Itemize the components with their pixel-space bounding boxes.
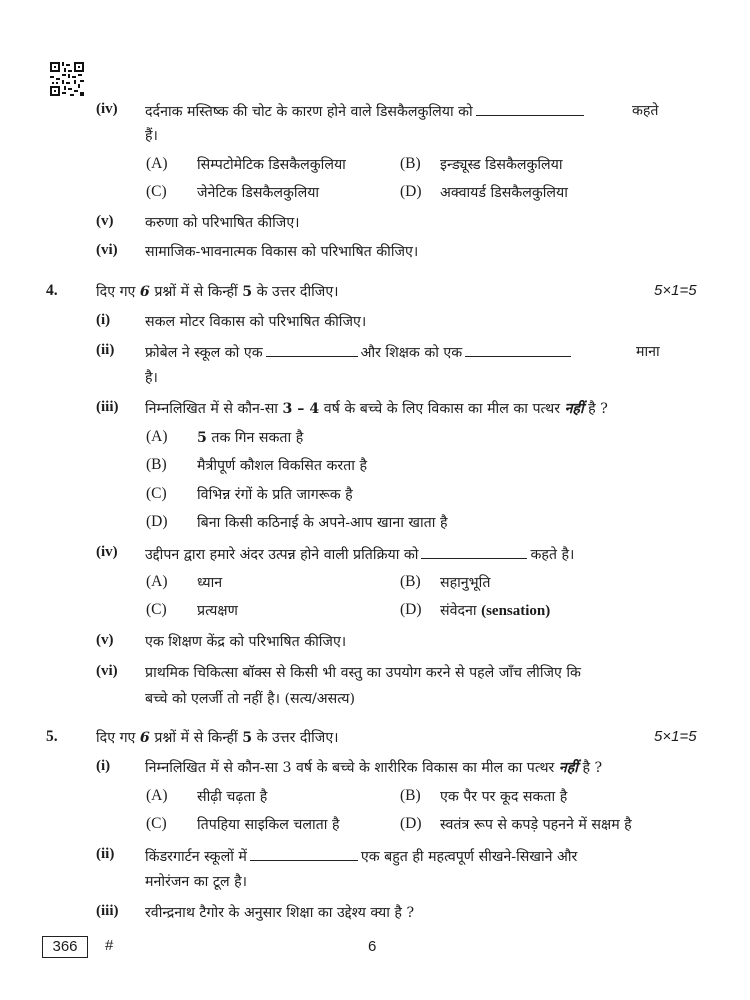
q5-instruction: दिए गए 6 प्रश्नों में से किन्हीं 5 के उत्तर दीजिए। xyxy=(96,730,339,746)
option-text: 5 तक गिन सकता है xyxy=(197,430,304,446)
option-text: सिम्पटोमेटिक डिसकैलकुलिया xyxy=(197,157,346,173)
q5-ii-text-cont: मनोरंजन का टूल है। xyxy=(145,874,248,890)
paper-code-box: 366 xyxy=(42,936,88,958)
option-label: (A) xyxy=(146,428,168,445)
q4-v-number: (v) xyxy=(96,632,114,648)
q4-number: 4. xyxy=(46,282,58,299)
option-text: एक पैर पर कूद सकता है xyxy=(440,789,568,805)
hash-mark: # xyxy=(105,937,114,954)
q4-iii-text: निम्नलिखित में से कौन-सा 3 – 4 वर्ष के बच्चे के लिए विकास का मील का पत्थर नहीं है ? xyxy=(145,401,608,417)
option-label: (C) xyxy=(146,485,167,502)
option-text: अक्वायर्ड डिसकैलकुलिया xyxy=(440,185,568,201)
q4-ii-text-cont: है। xyxy=(145,370,158,386)
q3-vi-number: (vi) xyxy=(96,242,118,258)
option-label: (A) xyxy=(146,573,168,590)
option-text: इन्ड्यूस्ड डिसकैलकुलिया xyxy=(440,157,563,173)
q4-ii-number: (ii) xyxy=(96,342,115,358)
q4-iii-number: (iii) xyxy=(96,399,119,415)
answer-blank xyxy=(266,342,358,357)
q3-vi-text: सामाजिक-भावनात्मक विकास को परिभाषित कीजिए। xyxy=(145,244,419,260)
q3-iv-text: दर्दनाक मस्तिष्क की चोट के कारण होने वाले डिसकैलकुलिया को xyxy=(145,101,587,122)
option-label: (D) xyxy=(400,601,422,618)
option-text: सीढ़ी चढ़ता है xyxy=(197,789,268,805)
q4-vi-text-cont: बच्चे को एलर्जी तो नहीं है। (सत्य/असत्य) xyxy=(145,691,356,707)
answer-blank xyxy=(465,342,571,357)
option-text: बिना किसी कठिनाई के अपने-आप खाना खाता है xyxy=(197,515,448,531)
page-number: 6 xyxy=(368,938,377,955)
option-text: जेनेटिक डिसकैलकुलिया xyxy=(197,185,320,201)
option-text: स्वतंत्र रूप से कपड़े पहनने में सक्षम है xyxy=(440,817,632,833)
option-text: प्रत्यक्षण xyxy=(197,603,238,619)
q4-vi-text: प्राथमिक चिकित्सा बॉक्स से किसी भी वस्तु का उपयोग करने से पहले जाँच लीजिए कि xyxy=(145,665,581,681)
q4-ii-text: फ्रोबेल ने स्कूल को एक और शिक्षक को एक xyxy=(145,342,574,363)
option-label: (A) xyxy=(146,787,168,804)
option-label: (D) xyxy=(400,815,422,832)
q3-iv-number: (iv) xyxy=(96,101,118,117)
option-label: (B) xyxy=(400,787,421,804)
option-label: (A) xyxy=(146,155,168,172)
option-text: मैत्रीपूर्ण कौशल विकसित करता है xyxy=(197,458,367,474)
option-text: विभिन्न रंगों के प्रति जागरूक है xyxy=(197,487,353,503)
answer-blank xyxy=(421,544,527,559)
option-label: (D) xyxy=(146,513,168,530)
q5-ii-text: किंडरगार्टन स्कूलों में एक बहुत ही महत्वपूर्ण सीखने-सिखाने और xyxy=(145,846,577,867)
answer-blank xyxy=(250,846,358,861)
q4-marks: 5×1=5 xyxy=(654,282,697,299)
option-label: (B) xyxy=(400,573,421,590)
q5-i-number: (i) xyxy=(96,758,111,774)
q3-iv-text-end: कहते xyxy=(632,103,659,119)
q5-i-text: निम्नलिखित में से कौन-सा 3 वर्ष के बच्चे के शारीरिक विकास का मील का पत्थर नहीं है ? xyxy=(145,760,603,776)
option-label: (C) xyxy=(146,183,167,200)
qr-code-icon xyxy=(50,62,84,96)
q3-iv-text-cont: हैं। xyxy=(145,128,158,144)
q5-iii-number: (iii) xyxy=(96,903,119,919)
option-label: (C) xyxy=(146,601,167,618)
q5-number: 5. xyxy=(46,728,58,745)
q4-i-text: सकल मोटर विकास को परिभाषित कीजिए। xyxy=(145,314,367,330)
option-label: (B) xyxy=(146,456,167,473)
option-label: (B) xyxy=(400,155,421,172)
q4-ii-text-end: माना xyxy=(636,344,660,360)
q5-ii-number: (ii) xyxy=(96,846,115,862)
q4-vi-number: (vi) xyxy=(96,663,118,679)
option-text: ध्यान xyxy=(197,575,223,591)
q3-v-text: करुणा को परिभाषित कीजिए। xyxy=(145,215,300,231)
option-label: (D) xyxy=(400,183,422,200)
q4-instruction: दिए गए 6 प्रश्नों में से किन्हीं 5 के उत्तर दीजिए। xyxy=(96,284,339,300)
q5-marks: 5×1=5 xyxy=(654,728,697,745)
option-label: (C) xyxy=(146,815,167,832)
answer-blank xyxy=(476,101,584,116)
q4-iv-number: (iv) xyxy=(96,544,118,560)
q5-iii-text: रवीन्द्रनाथ टैगोर के अनुसार शिक्षा का उद्देश्य क्या है ? xyxy=(145,905,415,921)
option-text: सहानुभूति xyxy=(440,575,491,591)
q4-v-text: एक शिक्षण केंद्र को परिभाषित कीजिए। xyxy=(145,634,347,650)
q4-iv-text: उद्दीपन द्वारा हमारे अंदर उत्पन्न होने वाली प्रतिक्रिया को कहते है। xyxy=(145,544,574,565)
option-text: संवेदना (sensation) xyxy=(440,603,551,619)
option-text: तिपहिया साइकिल चलाता है xyxy=(197,817,340,833)
q3-v-number: (v) xyxy=(96,213,114,229)
q4-i-number: (i) xyxy=(96,312,111,328)
